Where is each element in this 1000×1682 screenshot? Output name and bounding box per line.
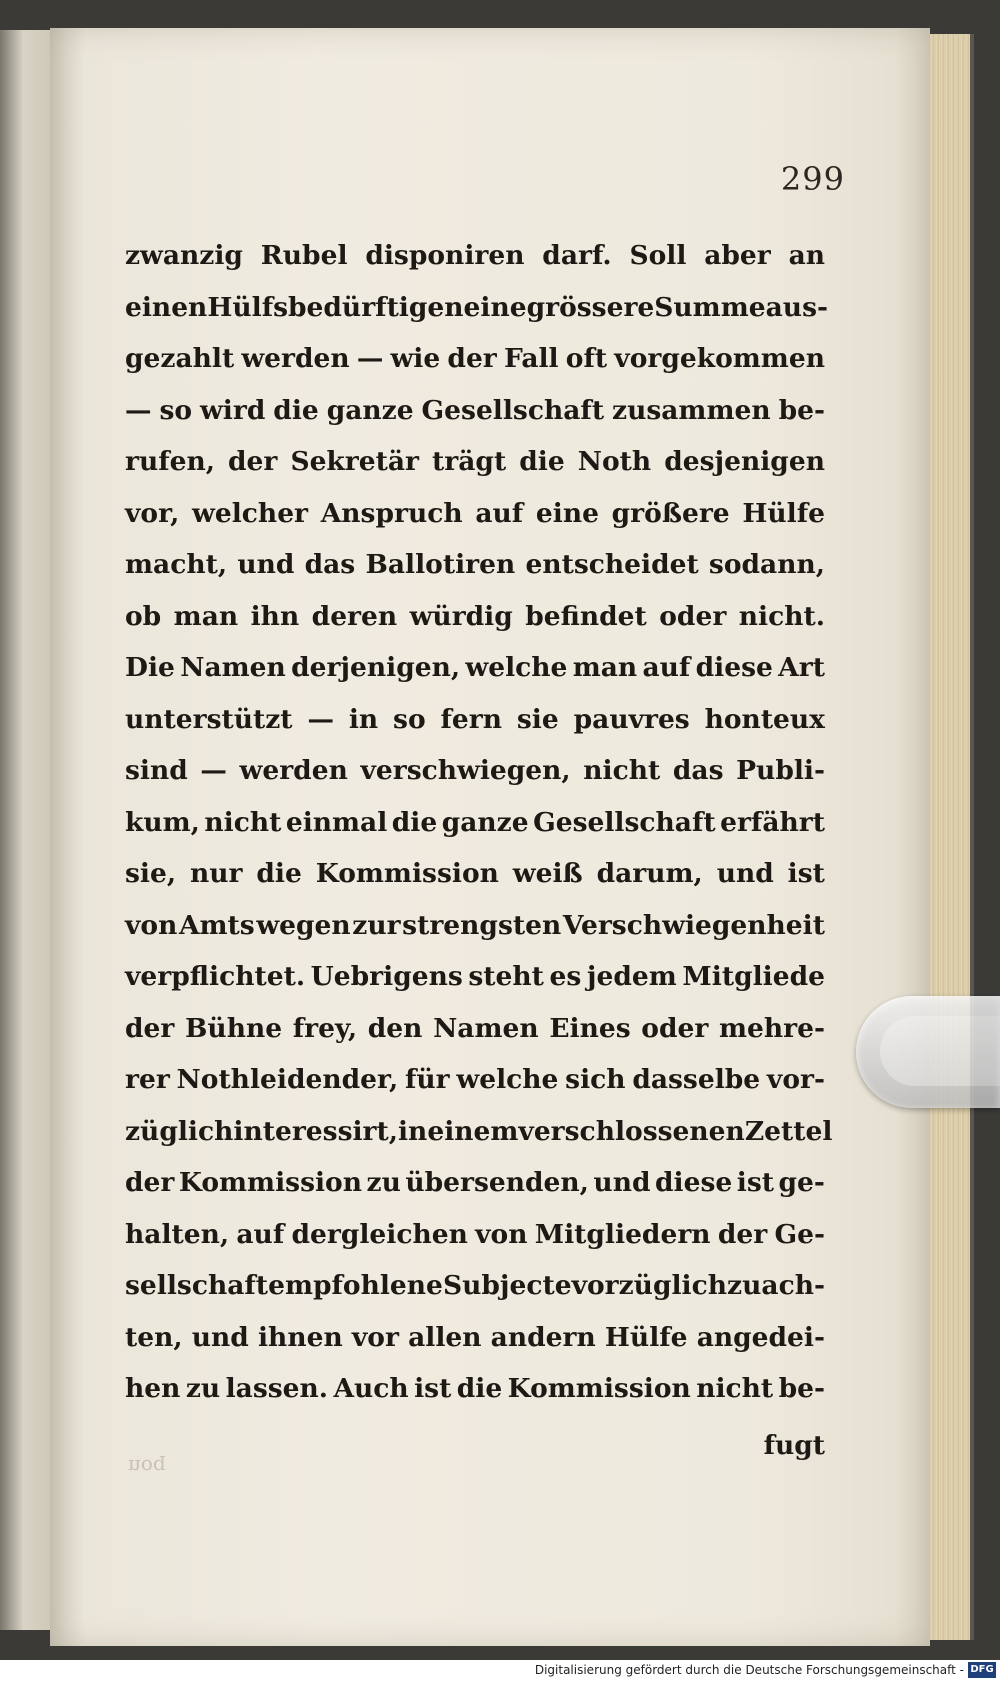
word: welche <box>456 1064 559 1095</box>
word: dasselbe <box>632 1064 761 1095</box>
word: von <box>475 1218 528 1250</box>
word: Rubel <box>260 240 348 271</box>
word: derjenigen, <box>291 652 461 683</box>
word: nur <box>189 858 243 889</box>
word: Kommission <box>507 1373 691 1404</box>
text-line <box>125 900 825 952</box>
text-line <box>125 1363 825 1415</box>
word: ist <box>787 858 825 889</box>
word: Uebrigens <box>310 961 463 992</box>
word: Auch <box>333 1373 409 1404</box>
word: Nothleidender, <box>176 1064 399 1095</box>
word: einmal <box>285 806 388 838</box>
word: kum, <box>125 806 200 838</box>
word: zu <box>185 1373 221 1404</box>
word: für <box>405 1064 450 1095</box>
word: werden <box>239 755 348 786</box>
word: macht, <box>125 549 228 580</box>
text-line <box>125 1260 825 1312</box>
word: weiß <box>512 858 583 889</box>
word: gezahlt <box>125 343 235 374</box>
word: so <box>159 394 193 426</box>
word: Kommission <box>315 858 499 889</box>
word: sellschaft <box>125 1270 269 1301</box>
word: andern <box>490 1321 596 1353</box>
word: vorgekommen <box>614 343 825 374</box>
text-line <box>125 797 825 849</box>
word: oder <box>641 1012 709 1044</box>
word: würdig <box>409 600 513 632</box>
text-line <box>125 694 825 746</box>
word: Hülfe <box>742 497 825 529</box>
word: an <box>788 240 825 271</box>
text-line <box>125 1209 825 1261</box>
word: strengsten <box>402 909 562 941</box>
text-line <box>125 436 825 488</box>
word: der <box>447 343 497 374</box>
text-line <box>125 282 828 334</box>
word: und <box>191 1321 249 1353</box>
word: be- <box>778 1373 825 1404</box>
word: — <box>307 703 334 735</box>
word: der <box>125 1167 175 1198</box>
word: fern <box>440 703 503 735</box>
word: verschwiegen, <box>360 755 571 786</box>
word: Hülfe <box>604 1321 688 1353</box>
word: grössere <box>526 291 655 323</box>
text-line <box>125 1003 825 1055</box>
word: aber <box>704 240 771 271</box>
word: ten, <box>125 1321 183 1353</box>
word: von <box>125 909 178 941</box>
word: es <box>549 961 582 992</box>
word: Mitgliedern <box>534 1218 711 1250</box>
word: die <box>273 394 319 426</box>
word: ist <box>414 1373 452 1404</box>
word: angedei- <box>696 1321 825 1353</box>
text-line <box>125 488 825 540</box>
text-line <box>125 1157 825 1209</box>
word: die <box>456 1373 503 1404</box>
word: Eines <box>549 1012 631 1044</box>
text-line <box>125 539 825 591</box>
word: zu <box>727 1270 762 1301</box>
word: die <box>256 858 302 889</box>
word: sie <box>516 703 559 735</box>
word: diese <box>695 652 773 683</box>
bleed-through-text: noq <box>128 1455 166 1479</box>
text-line <box>125 642 825 694</box>
word: züglich <box>125 1115 234 1147</box>
word: auf <box>642 652 691 683</box>
word: auf <box>475 497 524 529</box>
word: lassen. <box>225 1373 329 1404</box>
word: mehre- <box>719 1012 825 1044</box>
word: und <box>716 858 774 889</box>
word: die <box>391 806 438 838</box>
word: Amts <box>178 909 255 941</box>
word: Sekretär <box>290 446 419 477</box>
word: Art <box>778 652 825 683</box>
word: rer <box>125 1064 170 1095</box>
dfg-logo-icon: DFG <box>968 1662 996 1678</box>
word: vorzüglich <box>571 1270 728 1301</box>
word: auf <box>236 1218 285 1250</box>
word: Ballotiren <box>365 549 516 580</box>
word: ihnen <box>257 1321 343 1353</box>
page-clip <box>856 996 1000 1108</box>
text-block <box>125 230 833 1415</box>
word: Anspruch <box>320 497 463 529</box>
word: verschlossenen <box>518 1115 745 1147</box>
word: das <box>304 549 356 580</box>
word: sie, <box>125 858 177 889</box>
word: größere <box>611 497 730 529</box>
word: und <box>237 549 295 580</box>
word: man <box>572 652 638 683</box>
word: befindet <box>525 600 647 632</box>
word: pauvres <box>573 703 690 735</box>
word: den <box>367 1012 423 1044</box>
word: oder <box>659 600 727 632</box>
word: ganze <box>441 806 529 838</box>
word: honteux <box>704 703 825 735</box>
word: das <box>672 755 724 786</box>
word: ihn <box>250 600 300 632</box>
word: Mitgliede <box>682 961 825 992</box>
word: man <box>173 600 239 632</box>
word: interessirt, <box>233 1115 398 1147</box>
word: nicht <box>696 1373 774 1404</box>
word: empfohlene <box>268 1270 443 1301</box>
word: oft <box>565 343 608 374</box>
word: darum, <box>596 858 703 889</box>
word: und <box>593 1167 651 1198</box>
word: Gesellschaft <box>533 806 716 838</box>
word: nicht <box>583 755 661 786</box>
word: aus- <box>765 291 828 323</box>
word: desjenigen <box>664 446 825 477</box>
text-line <box>125 1106 833 1158</box>
word: Gesellschaft <box>421 394 605 426</box>
word: Soll <box>629 240 687 271</box>
word: übersenden, <box>405 1167 589 1198</box>
text-line <box>125 591 825 643</box>
word: — <box>125 394 152 426</box>
word: Zettel <box>744 1115 833 1147</box>
word: wird <box>199 394 266 426</box>
word: entscheidet <box>525 549 699 580</box>
word: Summe <box>654 291 766 323</box>
text-line <box>125 333 825 385</box>
word: sich <box>565 1064 626 1095</box>
text-line <box>125 230 825 282</box>
word: vor, <box>125 497 180 529</box>
word: ob <box>125 600 162 632</box>
word: halten, <box>125 1218 230 1250</box>
word: einem <box>427 1115 519 1147</box>
text-line <box>125 1312 825 1364</box>
word: Noth <box>577 446 652 477</box>
page-edges <box>930 34 970 1640</box>
word: sind <box>125 755 188 786</box>
word: jedem <box>586 961 677 992</box>
word: nicht <box>204 806 282 838</box>
word: Namen <box>433 1012 539 1044</box>
word: erfährt <box>720 806 825 838</box>
footer-credit: Digitalisierung gefördert durch die Deutsche Forschungsgemeinschaft - <box>534 1663 964 1677</box>
text-line <box>125 745 825 797</box>
page-number: 299 <box>780 160 845 198</box>
word: steht <box>468 961 544 992</box>
text-line <box>125 1054 825 1106</box>
text-line <box>125 951 825 1003</box>
word: ganze <box>326 394 414 426</box>
word: zwanzig <box>125 240 243 271</box>
word: rufen, <box>125 446 215 477</box>
word: werden <box>241 343 350 374</box>
word: Hülfsbedürftigen <box>207 291 464 323</box>
word: wie <box>390 343 441 374</box>
footer-bar <box>0 1660 1000 1682</box>
word: ge- <box>778 1167 825 1198</box>
word: unterstützt <box>125 703 293 735</box>
word: be- <box>778 394 825 426</box>
text-line <box>125 848 825 900</box>
word: vor- <box>766 1064 825 1095</box>
word: sodann, <box>708 549 825 580</box>
word: Namen <box>180 652 286 683</box>
word: eine <box>535 497 599 529</box>
word: verpflichtet. <box>125 961 306 992</box>
word: — <box>356 343 384 374</box>
word: so <box>393 703 426 735</box>
word: Die <box>125 652 175 683</box>
word: hen <box>125 1373 181 1404</box>
word: der <box>228 446 278 477</box>
word: Ge- <box>774 1218 825 1250</box>
word: welcher <box>192 497 309 529</box>
word: einen <box>125 291 208 323</box>
word: eine <box>463 291 527 323</box>
word: Subjecte <box>442 1270 572 1301</box>
word: diese <box>655 1167 733 1198</box>
word: deren <box>311 600 398 632</box>
word: der <box>717 1218 768 1250</box>
word: trägt <box>432 446 507 477</box>
word: Bühne <box>185 1012 283 1044</box>
word: ach- <box>761 1270 825 1301</box>
word: Publi- <box>736 755 825 786</box>
word: zur <box>352 909 401 941</box>
word: nicht. <box>738 600 825 632</box>
word: frey, <box>292 1012 358 1044</box>
catchword: fugt <box>763 1430 825 1461</box>
word: welche <box>465 652 568 683</box>
word: in <box>397 1115 428 1147</box>
word: Kommission <box>178 1167 362 1198</box>
word: in <box>348 703 379 735</box>
word: allen <box>408 1321 482 1353</box>
word: vor <box>351 1321 399 1353</box>
word: disponiren <box>365 240 525 271</box>
word: ist <box>736 1167 775 1198</box>
word: die <box>519 446 565 477</box>
word: dergleichen <box>291 1218 468 1250</box>
word: Verschwiegenheit <box>562 909 825 941</box>
word: zusammen <box>612 394 771 426</box>
word: der <box>125 1012 175 1044</box>
word: wegen <box>256 909 351 941</box>
word: — <box>200 755 227 786</box>
word: darf. <box>542 240 612 271</box>
word: zu <box>366 1167 401 1198</box>
word: Fall <box>503 343 559 374</box>
text-line <box>125 385 825 437</box>
